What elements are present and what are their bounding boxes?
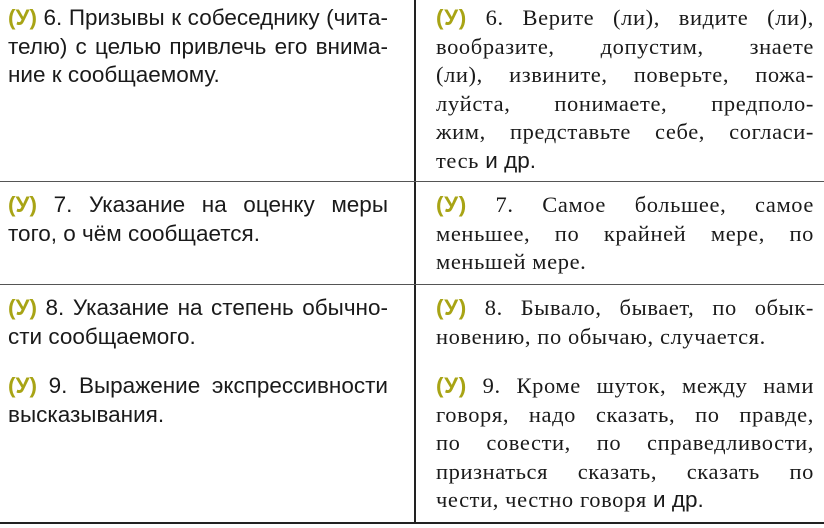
marker-u: (У)	[436, 5, 467, 30]
text-line: того, о чём сообщается.	[8, 220, 260, 246]
row-7-description	[8, 191, 388, 248]
text-line: 8. Бывало, бывает, по обык-	[484, 295, 814, 320]
column-divider	[414, 0, 416, 522]
marker-u: (У)	[8, 373, 37, 398]
row-8-description	[8, 294, 388, 351]
text-line: сти сообщаемого.	[8, 323, 196, 349]
text-line: 6. Верите (ли), видите (ли),	[485, 5, 814, 30]
text-line: 7. Самое большее, самое	[495, 192, 814, 217]
text-line: 8. Указание на степень обычно-	[45, 295, 388, 320]
row-divider	[0, 284, 824, 285]
text-line: новению, по обычаю, случается.	[436, 323, 766, 349]
text-line: вообразите, допустим, знаете	[436, 33, 814, 59]
marker-u: (У)	[436, 192, 467, 217]
text-line: 7. Указание на оценку меры	[53, 192, 388, 217]
text-line: тесь	[436, 147, 480, 173]
text-line: высказывания.	[8, 401, 165, 427]
text-line: ние к сообщаемому.	[8, 62, 220, 87]
row-divider	[0, 181, 824, 182]
text-line: говоря, надо сказать, по правде,	[436, 401, 814, 427]
marker-u: (У)	[8, 5, 37, 30]
row-8-examples	[436, 294, 814, 351]
text-line: (ли), извините, поверьте, пожа-	[436, 62, 814, 87]
marker-u: (У)	[8, 192, 37, 217]
row-9-description	[8, 372, 388, 429]
text-line: чести, честно говоря	[436, 487, 647, 512]
row-9-examples	[436, 372, 814, 515]
text-line: телю) с целью привлечь его внима-	[8, 33, 388, 59]
etc-text: и др.	[653, 487, 704, 512]
etc-text: и др.	[485, 147, 536, 173]
text-line: 6. Призывы к собеседнику (чита-	[43, 5, 388, 30]
text-line: меньшей мере.	[436, 249, 587, 274]
marker-u: (У)	[436, 373, 467, 398]
row-6-description	[8, 4, 388, 90]
marker-u: (У)	[8, 295, 37, 320]
text-line: луйста, понимаете, предполо-	[436, 90, 814, 116]
text-line: по совести, по справедливости,	[436, 430, 814, 455]
text-line: 9. Выражение экспрессивности	[48, 373, 388, 398]
marker-u: (У)	[436, 295, 467, 320]
row-6-examples	[436, 4, 814, 175]
row-7-examples	[436, 191, 814, 277]
text-line: 9. Кроме шуток, между нами	[482, 373, 814, 398]
text-line: меньшее, по крайней мере, по	[436, 220, 814, 246]
text-line: жим, представьте себе, согласи-	[436, 119, 814, 144]
text-line: признаться сказать, сказать по	[436, 458, 814, 484]
